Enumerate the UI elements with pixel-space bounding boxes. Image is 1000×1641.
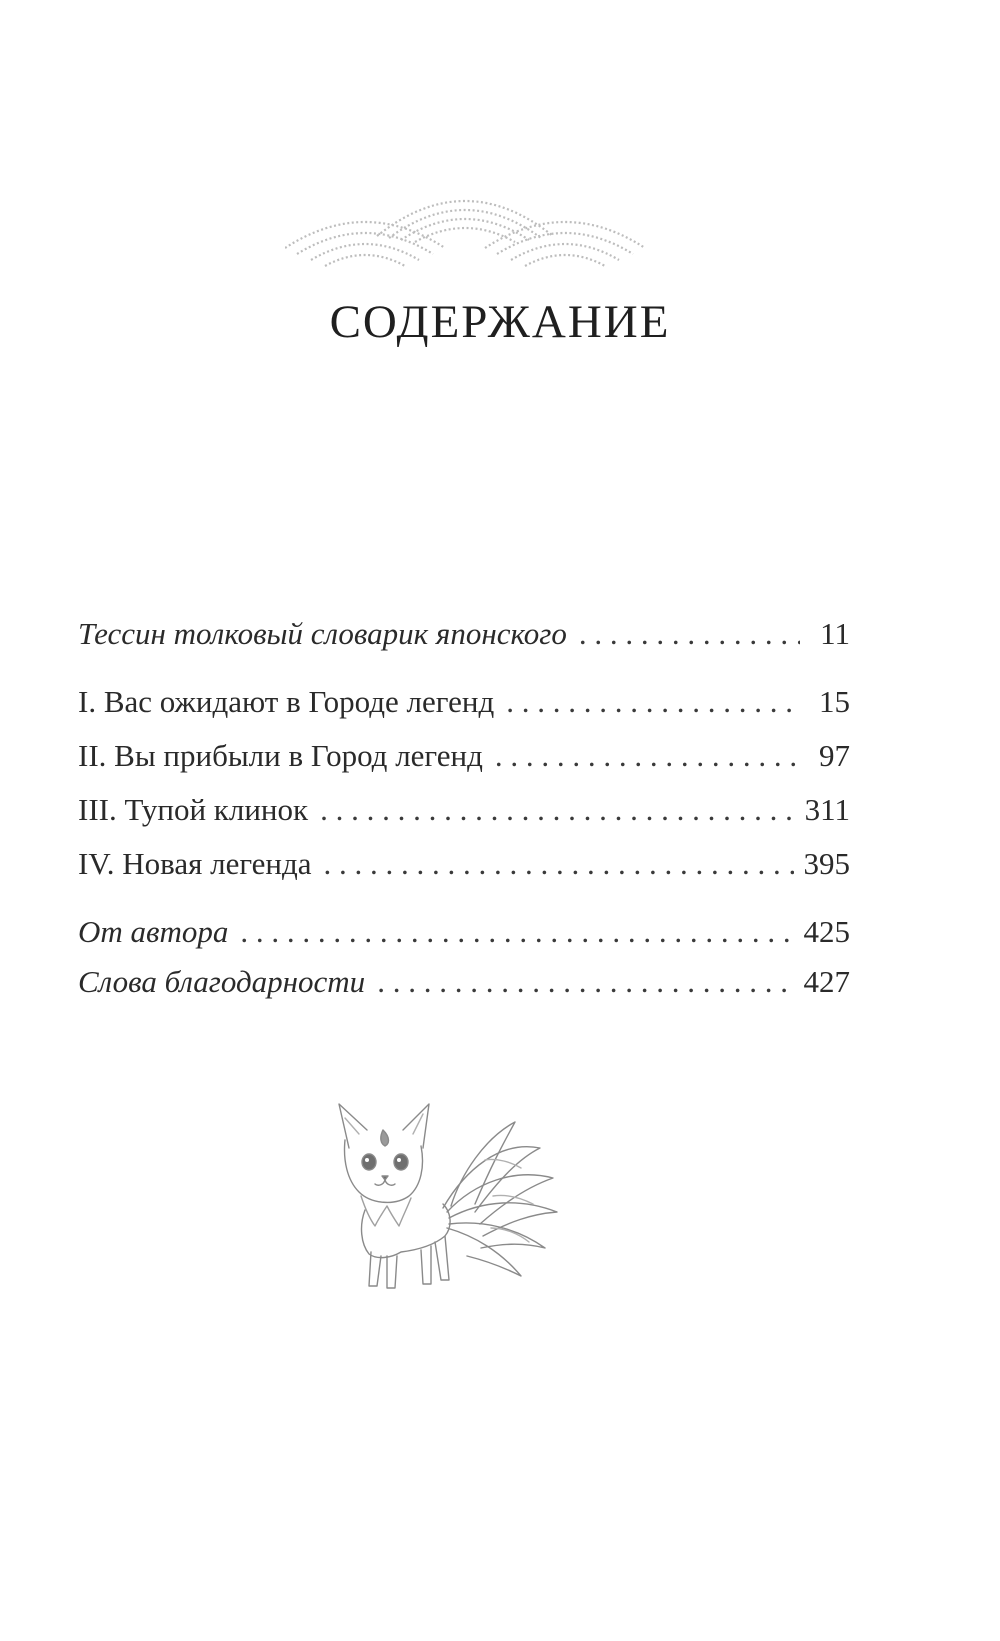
toc-entry-page: 11 <box>820 616 850 651</box>
dot-leader <box>320 790 795 830</box>
toc-entry-part-4 <box>78 844 850 884</box>
toc-entry-part-3 <box>78 790 850 830</box>
dot-leader <box>240 912 793 952</box>
toc-entry-glossary <box>78 614 850 654</box>
toc-entry-afterword <box>78 912 850 952</box>
toc-entry-part-1 <box>78 682 850 722</box>
dot-leader <box>377 962 793 1002</box>
toc-entry-label: III. Тупой клинок <box>78 792 309 827</box>
toc-entry-page: 15 <box>819 684 850 719</box>
toc-entry-page: 425 <box>803 914 850 949</box>
toc-entry-label: Слова благодарности <box>78 964 366 999</box>
toc-entry-page: 395 <box>803 846 850 881</box>
toc-entry-label: Тессин толковый словарик японского <box>78 616 567 651</box>
dot-leader <box>506 682 800 722</box>
toc-entry-label: II. Вы прибыли в Город легенд <box>78 738 483 773</box>
nine-tailed-fox-illustration-icon <box>325 1100 570 1300</box>
toc-entry-part-2 <box>78 736 850 776</box>
toc-entry-acknowledgements <box>78 962 850 1002</box>
dot-leader <box>579 614 800 654</box>
page-title: СОДЕРЖАНИЕ <box>329 296 671 348</box>
toc-entry-page: 427 <box>803 964 850 999</box>
toc-entry-label: I. Вас ожидают в Городе легенд <box>78 684 495 719</box>
toc-entry-label: От автора <box>78 914 229 949</box>
toc-entry-label: IV. Новая легенда <box>78 846 312 881</box>
dot-leader <box>324 844 794 884</box>
wave-arcs-ornament-icon <box>285 178 645 283</box>
toc-entry-page: 311 <box>804 792 850 827</box>
toc-entry-page: 97 <box>819 738 850 773</box>
dot-leader <box>495 736 800 776</box>
